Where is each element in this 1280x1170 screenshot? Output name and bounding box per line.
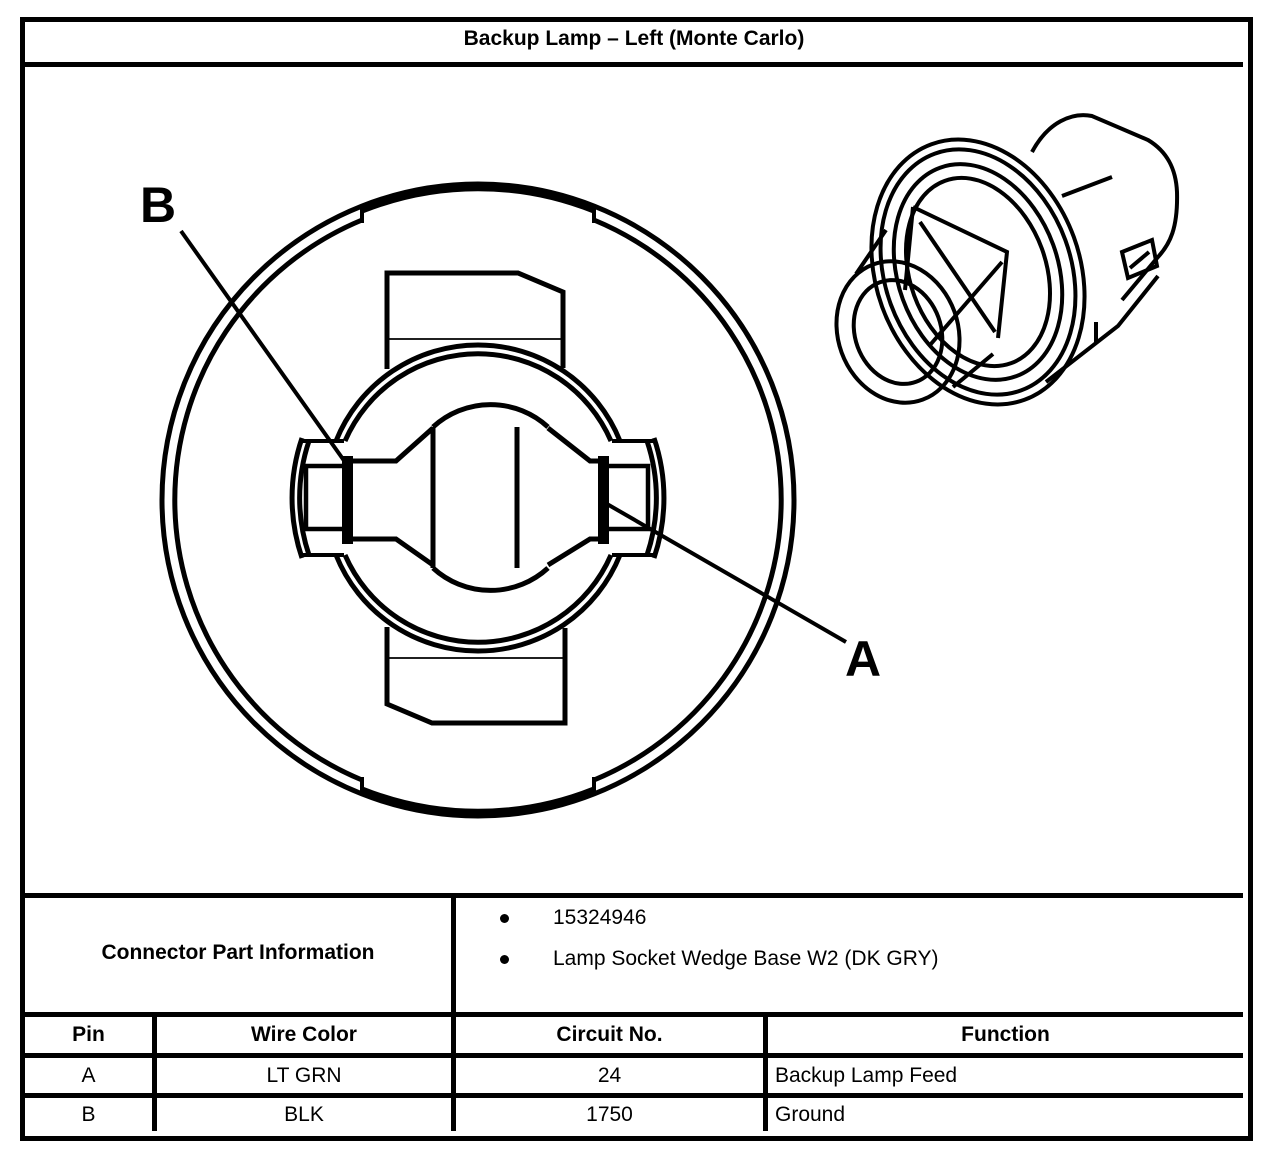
row-a-function: Backup Lamp Feed [775,1063,958,1087]
connector-part-info-list [500,906,1220,988]
bulb-cavity [306,405,648,591]
row-b-circuit: 1750 [586,1102,633,1126]
part-description: Lamp Socket Wedge Base W2 (DK GRY) [553,947,939,970]
cavity-label-b: B [139,177,177,233]
row-b-wire: BLK [284,1102,324,1126]
index-tabs [387,273,565,723]
socket-cavity-lines [905,207,1007,345]
page-title: Backup Lamp – Left (Monte Carlo) [463,27,805,50]
connector-part-info-label: Connector Part Information [101,941,375,964]
bullet-icon [500,914,509,923]
row-a-wire: LT GRN [266,1063,342,1087]
header-pin: Pin [72,1023,105,1046]
header-wire-color: Wire Color [251,1023,357,1046]
row-b-pin: B [81,1102,96,1126]
pointer-line-a [607,504,846,642]
bullet-icon [500,955,509,964]
cavity-label-a: A [844,631,882,687]
header-circuit-no: Circuit No. [556,1023,663,1046]
header-function: Function [961,1023,1050,1046]
row-b-function: Ground [775,1102,846,1126]
list-item [500,906,1220,930]
socket-3d-view [817,109,1177,434]
row-a-circuit: 24 [597,1063,622,1087]
list-item [500,947,1220,971]
socket-flange-rings [836,109,1121,434]
part-number: 15324946 [553,906,647,929]
row-a-pin: A [81,1063,96,1087]
